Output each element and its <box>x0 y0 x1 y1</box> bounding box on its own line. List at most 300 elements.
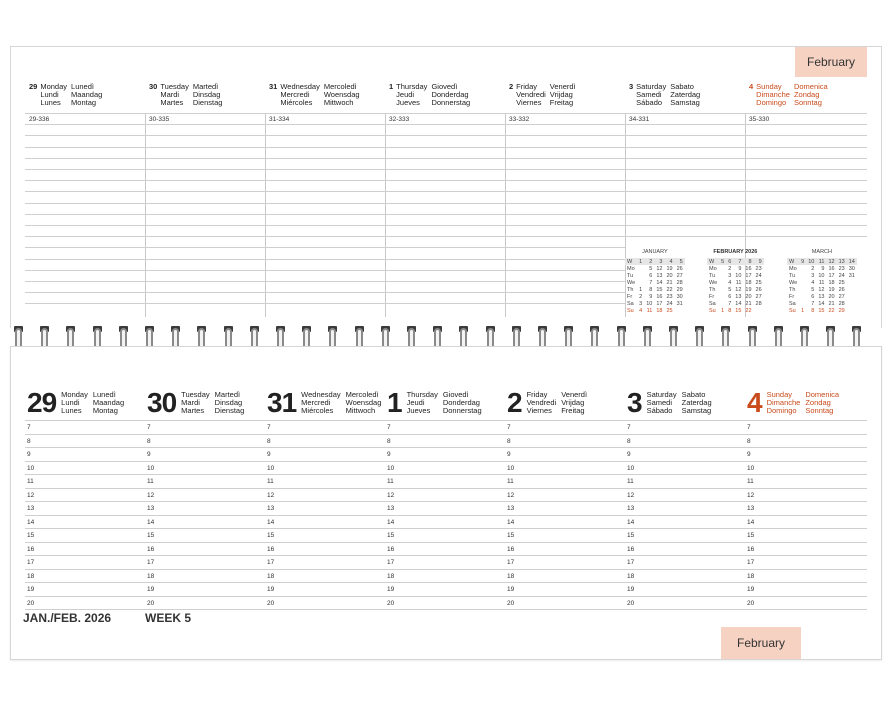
mini-date <box>799 300 806 307</box>
day-name-de: Dienstag <box>192 98 223 107</box>
day-name-de: Donnerstag <box>442 406 482 415</box>
writing-line <box>25 259 625 260</box>
mini-calendar-title: JANUARY <box>642 249 668 255</box>
top-day-names <box>280 83 359 107</box>
mini-date <box>847 293 857 300</box>
day-name-nl: Woensdag <box>345 398 382 407</box>
mini-calendar <box>625 249 685 314</box>
mini-date: 20 <box>745 293 752 300</box>
mini-date <box>719 286 726 293</box>
mini-date: 14 <box>818 300 825 307</box>
day-name-en: Wednesday <box>280 82 320 91</box>
day-name-nl: Donderdag <box>442 398 480 407</box>
hour-label: 16 <box>627 546 635 553</box>
day-name-nl: Dinsdag <box>214 398 243 407</box>
hour-line <box>25 420 867 421</box>
mini-date: 25 <box>755 279 762 286</box>
mini-day-row <box>787 293 857 300</box>
writing-line <box>25 113 867 114</box>
day-name-fr: Mercredi <box>280 90 310 99</box>
day-names-col2 <box>215 391 245 415</box>
hour-label: 16 <box>147 546 155 553</box>
mini-week-number: 7 <box>733 258 743 265</box>
mini-week-label: W <box>707 258 719 265</box>
bottom-day-header <box>27 389 124 417</box>
day-name-es: Lunes <box>61 406 82 415</box>
footer-week: WEEK 5 <box>145 611 192 625</box>
mini-date: 6 <box>649 272 653 279</box>
hour-label: 17 <box>147 559 155 566</box>
mini-date: 26 <box>676 265 683 272</box>
day-names-col1 <box>527 391 557 415</box>
hour-label: 11 <box>387 478 394 485</box>
day-name-en: Sunday <box>756 82 782 91</box>
mini-week-number: 4 <box>664 258 674 265</box>
hour-line <box>25 596 867 597</box>
mini-date: 26 <box>838 286 845 293</box>
day-name-it: Giovedì <box>442 390 469 399</box>
top-day-names <box>756 83 828 107</box>
mini-date <box>719 272 726 279</box>
top-day-header <box>149 83 222 107</box>
day-name-it: Lunedì <box>71 82 94 91</box>
day-name-it: Martedì <box>192 82 219 91</box>
mini-date: 14 <box>656 279 663 286</box>
hour-label: 19 <box>147 586 155 593</box>
mini-day-row <box>707 286 764 293</box>
hour-label: 20 <box>27 600 35 607</box>
mini-day-row <box>787 307 857 314</box>
day-name-it: Martedì <box>214 390 241 399</box>
mini-date: 17 <box>828 272 835 279</box>
writing-line <box>25 247 625 248</box>
mini-weekday-label: We <box>789 279 798 286</box>
hour-line <box>25 609 867 610</box>
bottom-day-header <box>747 389 839 417</box>
mini-weekday-label: Fr <box>789 293 795 300</box>
footer-month-year: JAN./FEB. 2026 <box>23 611 112 625</box>
mini-calendar <box>707 249 764 314</box>
day-name-en: Thursday <box>396 82 428 91</box>
month-tab-bottom[interactable]: February <box>721 627 801 659</box>
hour-label: 11 <box>507 478 514 485</box>
mini-date: 24 <box>666 300 673 307</box>
mini-calendar-table <box>787 258 857 314</box>
mini-date: 19 <box>666 265 673 272</box>
mini-date: 27 <box>676 272 683 279</box>
hour-line <box>25 474 867 475</box>
writing-line <box>25 147 867 148</box>
hour-label: 8 <box>507 438 511 445</box>
mini-date: 2 <box>728 265 732 272</box>
day-name-fr: Lundi <box>40 90 59 99</box>
mini-date: 3 <box>728 272 732 279</box>
day-name-de: Freitag <box>561 406 585 415</box>
bottom-day-number: 31 <box>267 387 297 418</box>
mini-weekday-label: Su <box>709 307 716 314</box>
mini-weekday-label: We <box>709 279 718 286</box>
day-name-en: Monday <box>40 82 68 91</box>
hour-label: 13 <box>267 505 275 512</box>
hour-label: 12 <box>507 492 515 499</box>
mini-date: 7 <box>649 279 653 286</box>
top-day-names <box>396 83 470 107</box>
mini-day-row <box>707 293 764 300</box>
day-names-col1 <box>301 391 340 415</box>
mini-date <box>719 293 726 300</box>
day-names-col1 <box>647 391 677 415</box>
mini-date: 12 <box>818 286 825 293</box>
day-names-col1 <box>636 83 666 107</box>
hour-label: 20 <box>267 600 275 607</box>
hour-label: 8 <box>147 438 151 445</box>
top-day-header <box>389 83 470 107</box>
hour-label: 15 <box>267 532 275 539</box>
mini-date: 17 <box>745 272 752 279</box>
hour-label: 14 <box>27 519 35 526</box>
mini-date: 24 <box>755 272 762 279</box>
day-name-de: Donnerstag <box>431 98 471 107</box>
mini-date: 11 <box>735 279 742 286</box>
hour-label: 9 <box>267 451 271 458</box>
writing-line <box>25 303 625 304</box>
bottom-day-number: 29 <box>27 387 57 418</box>
day-name-de: Montag <box>71 98 97 107</box>
mini-weekday-label: Tu <box>709 272 716 279</box>
hour-label: 7 <box>27 424 31 431</box>
hour-label: 19 <box>267 586 275 593</box>
mini-date: 8 <box>811 307 815 314</box>
hour-label: 13 <box>27 505 35 512</box>
day-name-nl: Vrijdag <box>549 90 573 99</box>
day-of-year-code: 29-336 <box>29 116 50 123</box>
hour-label: 8 <box>747 438 751 445</box>
mini-date: 16 <box>828 265 835 272</box>
writing-line <box>25 281 625 282</box>
hour-line <box>25 582 867 583</box>
hour-label: 8 <box>267 438 271 445</box>
mini-date: 4 <box>811 279 815 286</box>
day-of-year-code: 35-330 <box>749 116 770 123</box>
mini-date: 31 <box>676 300 683 307</box>
mini-date: 9 <box>738 265 742 272</box>
hour-label: 17 <box>387 559 395 566</box>
hour-line <box>25 555 867 556</box>
bottom-day-header <box>147 389 244 417</box>
writing-line <box>25 214 867 215</box>
hour-label: 9 <box>747 451 751 458</box>
hour-label: 9 <box>507 451 511 458</box>
mini-day-row <box>707 265 764 272</box>
day-names-col1 <box>756 83 790 107</box>
day-names-col2 <box>794 83 828 107</box>
mini-day-row <box>707 300 764 307</box>
hour-line <box>25 542 867 543</box>
mini-day-row <box>707 272 764 279</box>
hour-label: 20 <box>387 600 395 607</box>
mini-date <box>847 300 857 307</box>
hour-label: 9 <box>387 451 391 458</box>
day-name-de: Samstag <box>670 98 700 107</box>
day-name-de: Mittwoch <box>323 98 354 107</box>
bottom-day-names <box>647 391 712 415</box>
mini-date <box>637 272 644 279</box>
day-of-year-code: 34-331 <box>629 116 650 123</box>
day-name-es: Sábado <box>636 98 663 107</box>
mini-calendar-table <box>625 258 685 314</box>
hour-label: 15 <box>147 532 155 539</box>
day-name-it: Mercoledì <box>323 82 357 91</box>
day-names-col2 <box>346 391 382 415</box>
mini-date: 8 <box>649 286 653 293</box>
hour-label: 13 <box>507 505 515 512</box>
hour-line <box>25 569 867 570</box>
day-name-it: Sabato <box>681 390 706 399</box>
hour-label: 12 <box>747 492 755 499</box>
mini-day-row <box>625 307 685 314</box>
day-names-col2 <box>670 83 700 107</box>
top-day-number: 4 <box>749 82 754 91</box>
day-name-es: Martes <box>160 98 184 107</box>
day-names-col1 <box>181 391 210 415</box>
mini-week-number: 10 <box>808 258 815 265</box>
day-name-es: Miércoles <box>301 406 334 415</box>
hour-label: 17 <box>747 559 755 566</box>
mini-date: 24 <box>838 272 845 279</box>
mini-date <box>799 293 806 300</box>
hour-label: 14 <box>507 519 515 526</box>
day-name-fr: Samedi <box>636 90 662 99</box>
mini-day-row <box>707 279 764 286</box>
hour-label: 16 <box>507 546 515 553</box>
mini-week-row <box>787 258 857 265</box>
mini-week-number: 14 <box>848 258 855 265</box>
mini-date: 23 <box>666 293 673 300</box>
mini-weekday-label: Th <box>627 286 634 293</box>
day-names-col2 <box>71 83 102 107</box>
top-day-names <box>636 83 700 107</box>
hour-label: 7 <box>267 424 271 431</box>
day-name-nl: Zondag <box>793 90 820 99</box>
bottom-day-number: 1 <box>387 387 402 418</box>
mini-date: 21 <box>828 300 835 307</box>
hour-line <box>25 434 867 435</box>
hour-label: 14 <box>747 519 755 526</box>
mini-date: 10 <box>818 272 825 279</box>
day-name-en: Monday <box>61 390 88 399</box>
mini-date: 5 <box>649 265 653 272</box>
day-name-de: Sonntag <box>805 406 834 415</box>
mini-day-row <box>625 265 685 272</box>
day-names-col2 <box>93 391 124 415</box>
writing-line <box>25 292 625 293</box>
top-page <box>10 46 882 328</box>
day-name-fr: Mardi <box>181 398 200 407</box>
mini-date: 7 <box>728 300 732 307</box>
hour-label: 19 <box>387 586 395 593</box>
mini-date <box>719 265 726 272</box>
bottom-day-names <box>767 391 840 415</box>
mini-date: 9 <box>821 265 825 272</box>
day-name-fr: Dimanche <box>766 398 801 407</box>
hour-label: 15 <box>387 532 395 539</box>
day-names-col2 <box>550 83 576 107</box>
day-name-it: Venerdì <box>549 82 576 91</box>
hour-label: 18 <box>627 573 635 580</box>
day-name-fr: Samedi <box>646 398 673 407</box>
top-day-number: 3 <box>629 82 634 91</box>
mini-date: 5 <box>728 286 732 293</box>
writing-line <box>25 191 867 192</box>
hour-line <box>25 501 867 502</box>
mini-date: 13 <box>818 293 825 300</box>
mini-date: 27 <box>755 293 762 300</box>
day-name-it: Giovedì <box>431 82 458 91</box>
month-tab-top[interactable]: February <box>795 47 867 77</box>
day-name-it: Lunedì <box>92 390 116 399</box>
mini-date: 17 <box>656 300 663 307</box>
mini-calendar <box>787 249 857 314</box>
mini-date: 28 <box>676 279 683 286</box>
mini-date: 29 <box>676 286 683 293</box>
day-name-it: Venerdì <box>561 390 588 399</box>
writing-line <box>25 225 867 226</box>
hour-label: 16 <box>747 546 755 553</box>
hour-label: 20 <box>507 600 515 607</box>
mini-date: 28 <box>838 300 845 307</box>
mini-week-number: 1 <box>639 258 643 265</box>
hour-label: 9 <box>627 451 631 458</box>
mini-date: 4 <box>728 279 732 286</box>
day-name-es: Jueves <box>406 406 431 415</box>
mini-date: 16 <box>745 265 752 272</box>
hour-label: 16 <box>267 546 275 553</box>
mini-day-row <box>625 272 685 279</box>
mini-week-number: 6 <box>728 258 732 265</box>
day-names-col2 <box>324 83 360 107</box>
mini-week-number: 12 <box>828 258 835 265</box>
hour-label: 12 <box>627 492 635 499</box>
mini-date: 15 <box>656 286 663 293</box>
mini-week-number: 9 <box>801 258 805 265</box>
day-name-de: Samstag <box>681 406 712 415</box>
mini-date <box>719 300 726 307</box>
mini-date: 6 <box>811 293 815 300</box>
mini-date: 1 <box>639 286 643 293</box>
day-names-col1 <box>280 83 319 107</box>
mini-week-number: 5 <box>721 258 725 265</box>
day-name-nl: Donderdag <box>431 90 469 99</box>
day-of-year-code: 33-332 <box>509 116 530 123</box>
mini-day-row <box>787 272 857 279</box>
mini-date: 19 <box>828 286 835 293</box>
day-of-year-code: 31-334 <box>269 116 290 123</box>
mini-weekday-label: Th <box>709 286 716 293</box>
hour-line <box>25 488 867 489</box>
day-name-es: Lunes <box>40 98 61 107</box>
top-day-number: 2 <box>509 82 514 91</box>
mini-weekday-label: Sa <box>789 300 796 307</box>
day-names-col2 <box>805 391 839 415</box>
day-names-col2 <box>682 391 712 415</box>
bottom-day-number: 4 <box>747 387 762 418</box>
mini-date <box>799 272 806 279</box>
hour-label: 18 <box>267 573 275 580</box>
top-day-header <box>629 83 700 107</box>
hour-label: 19 <box>27 586 35 593</box>
writing-line <box>25 124 867 125</box>
mini-week-label: W <box>625 258 637 265</box>
hour-label: 15 <box>507 532 515 539</box>
mini-day-row <box>625 293 685 300</box>
hour-label: 14 <box>387 519 395 526</box>
mini-week-number: 3 <box>654 258 664 265</box>
day-name-it: Domenica <box>805 390 840 399</box>
mini-date: 15 <box>818 307 825 314</box>
column-separator <box>145 113 146 317</box>
writing-line <box>25 236 867 237</box>
day-name-nl: Maandag <box>71 90 103 99</box>
bottom-day-names <box>301 391 381 415</box>
hour-line <box>25 515 867 516</box>
day-name-fr: Vendredi <box>526 398 557 407</box>
mini-day-row <box>787 286 857 293</box>
mini-date: 18 <box>656 307 663 314</box>
mini-date: 14 <box>735 300 742 307</box>
top-day-header <box>29 83 102 107</box>
hour-label: 11 <box>627 478 634 485</box>
hour-label: 12 <box>387 492 395 499</box>
hour-label: 20 <box>747 600 755 607</box>
hour-label: 18 <box>27 573 35 580</box>
top-day-number: 1 <box>389 82 394 91</box>
mini-date: 18 <box>745 279 752 286</box>
day-name-nl: Zaterdag <box>681 398 712 407</box>
hour-label: 17 <box>267 559 275 566</box>
mini-date: 23 <box>838 265 845 272</box>
mini-weekday-label: Mo <box>789 265 797 272</box>
mini-date: 11 <box>818 279 825 286</box>
bottom-day-header <box>507 389 587 417</box>
hour-label: 10 <box>627 465 635 472</box>
hour-label: 18 <box>747 573 755 580</box>
hour-label: 9 <box>27 451 31 458</box>
top-day-header <box>269 83 360 107</box>
day-names-col1 <box>160 83 189 107</box>
mini-date: 13 <box>735 293 742 300</box>
mini-week-label: W <box>787 258 799 265</box>
hour-label: 7 <box>387 424 391 431</box>
hour-label: 12 <box>27 492 35 499</box>
mini-date <box>637 279 644 286</box>
mini-day-row <box>625 279 685 286</box>
hour-label: 19 <box>747 586 755 593</box>
day-names-col1 <box>516 83 546 107</box>
column-separator <box>505 113 506 317</box>
bottom-day-names <box>61 391 124 415</box>
day-name-en: Saturday <box>646 390 677 399</box>
mini-calendar-table <box>707 258 764 314</box>
hour-label: 19 <box>627 586 635 593</box>
hour-label: 15 <box>27 532 35 539</box>
day-name-it: Domenica <box>793 82 828 91</box>
day-name-de: Dienstag <box>214 406 245 415</box>
day-name-fr: Dimanche <box>756 90 790 99</box>
mini-weekday-label: Tu <box>627 272 634 279</box>
hour-label: 13 <box>147 505 155 512</box>
mini-date <box>637 265 644 272</box>
top-day-header <box>509 83 576 107</box>
